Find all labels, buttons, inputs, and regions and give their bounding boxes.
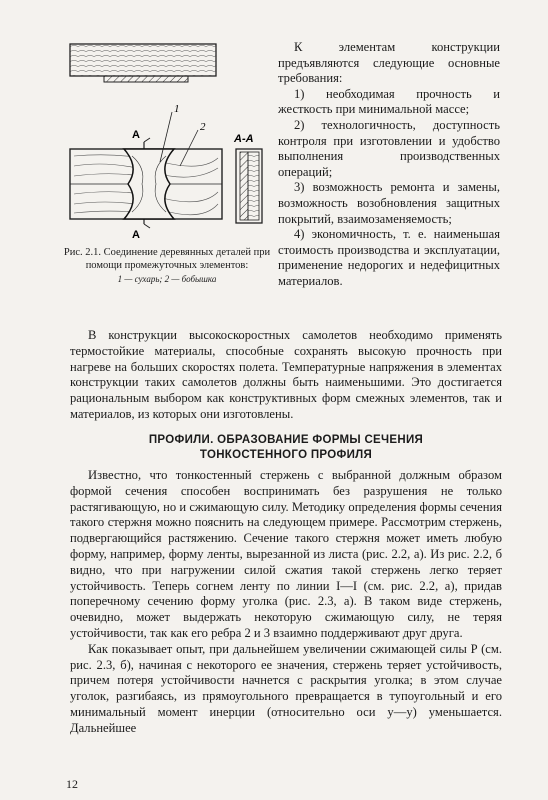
callout-2: 2 [200,121,206,133]
section-heading-line-1: ПРОФИЛИ. ОБРАЗОВАНИЕ ФОРМЫ СЕЧЕНИЯ [148,434,424,446]
figure-legend: 1 — сухарь; 2 — бобышка [117,274,217,284]
section-heading [70,433,502,463]
requirement-item-4: 4) экономичность, т. е. наименьшая стоимость производства и эксплуатации, применение недорогих и недефицитных материалов. [278,227,500,288]
paragraph-stability-loss: Как показывает опыт, при дальнейшем увеличении сжимающей силы P (см. рис. 2.3, б), начиная с некоторого ее значения, стержень теряет устойчивость, причем потеря устойчивости начнется с раскрытия уголка; в этом случае уголок, разгибаясь, из прямоугольного превращается в тупоугольный и его минимальный момент инерции (относительно оси y—y) уменьшается. Дальнейшее [70,641,502,735]
paragraph-high-speed-materials: В конструкции высокоскоростных самолетов необходимо применять термостойкие материалы, способные сохранять высокую прочность при нагреве на больших скоростях полета. Температурные напряжения в элементах конструкции таких самолетов должны быть наименьшими. Это достигается рациональным выбором как конструктивных форм смежных элементов, так и материалов, из которых они изготовлены. [70,328,502,421]
figure-caption [62,246,272,286]
requirements-intro: К элементам конструкции предъявляются следующие основные требования: [278,40,500,86]
paragraph-thin-walled-rod: Известно, что тонкостенный стержень с выбранной должным образом формой сечения способен воспринимать без разрушения не только растягивающую, но и сжимающую силу. Методику определения формы сечения такого стержня можно пояснить на следующем примере. Рассмотрим стержень, подвергающийся растяжению. Сечение такого стержня может иметь любую форму, например, форму ленты, вырезанной из листа (рис. 2.2, а). Из рис. 2.2, б видно, что при нагружении силой сжатия такой стержень легко теряет устойчивость. Теперь согнем ленту по линии I—I (см. рис. 2.2, а), придав поперечному сечению форму уголка (рис. 2.3, а). В таком виде стержень, очевидно, может выдержать некоторую сжимающую силу, не теряя устойчивости, так как его ребра 2 и 3 взаимно поддерживают друг друга. [70,468,502,640]
body-block-2 [70,468,502,737]
callout-1: 1 [174,103,180,115]
requirement-item-3: 3) возможность ремонта и замены, возможность возобновления защитных покрытий, взаимозаменяемость; [278,180,500,226]
body-block-1 [70,328,502,423]
section-mark-bottom: А [132,229,140,241]
figure-caption-text: Рис. 2.1. Соединение деревянных деталей при помощи промежуточных элементов: [63,247,271,271]
section-heading-line-2: ТОНКОСТЕННОГО ПРОФИЛЯ [199,449,373,461]
requirements-column [278,40,500,290]
requirement-item-1: 1) необходимая прочность и жесткость при минимальной массе; [278,86,500,117]
requirement-item-2: 2) технологичность, доступность контроля при изготовлении и удобство выполнения производственных операций; [278,117,500,179]
page-number: 12 [66,777,78,791]
wood-joint-drawing [62,34,272,242]
section-title: А-А [234,133,254,145]
figure-2-1 [62,34,272,304]
section-mark-top: А [132,129,140,141]
